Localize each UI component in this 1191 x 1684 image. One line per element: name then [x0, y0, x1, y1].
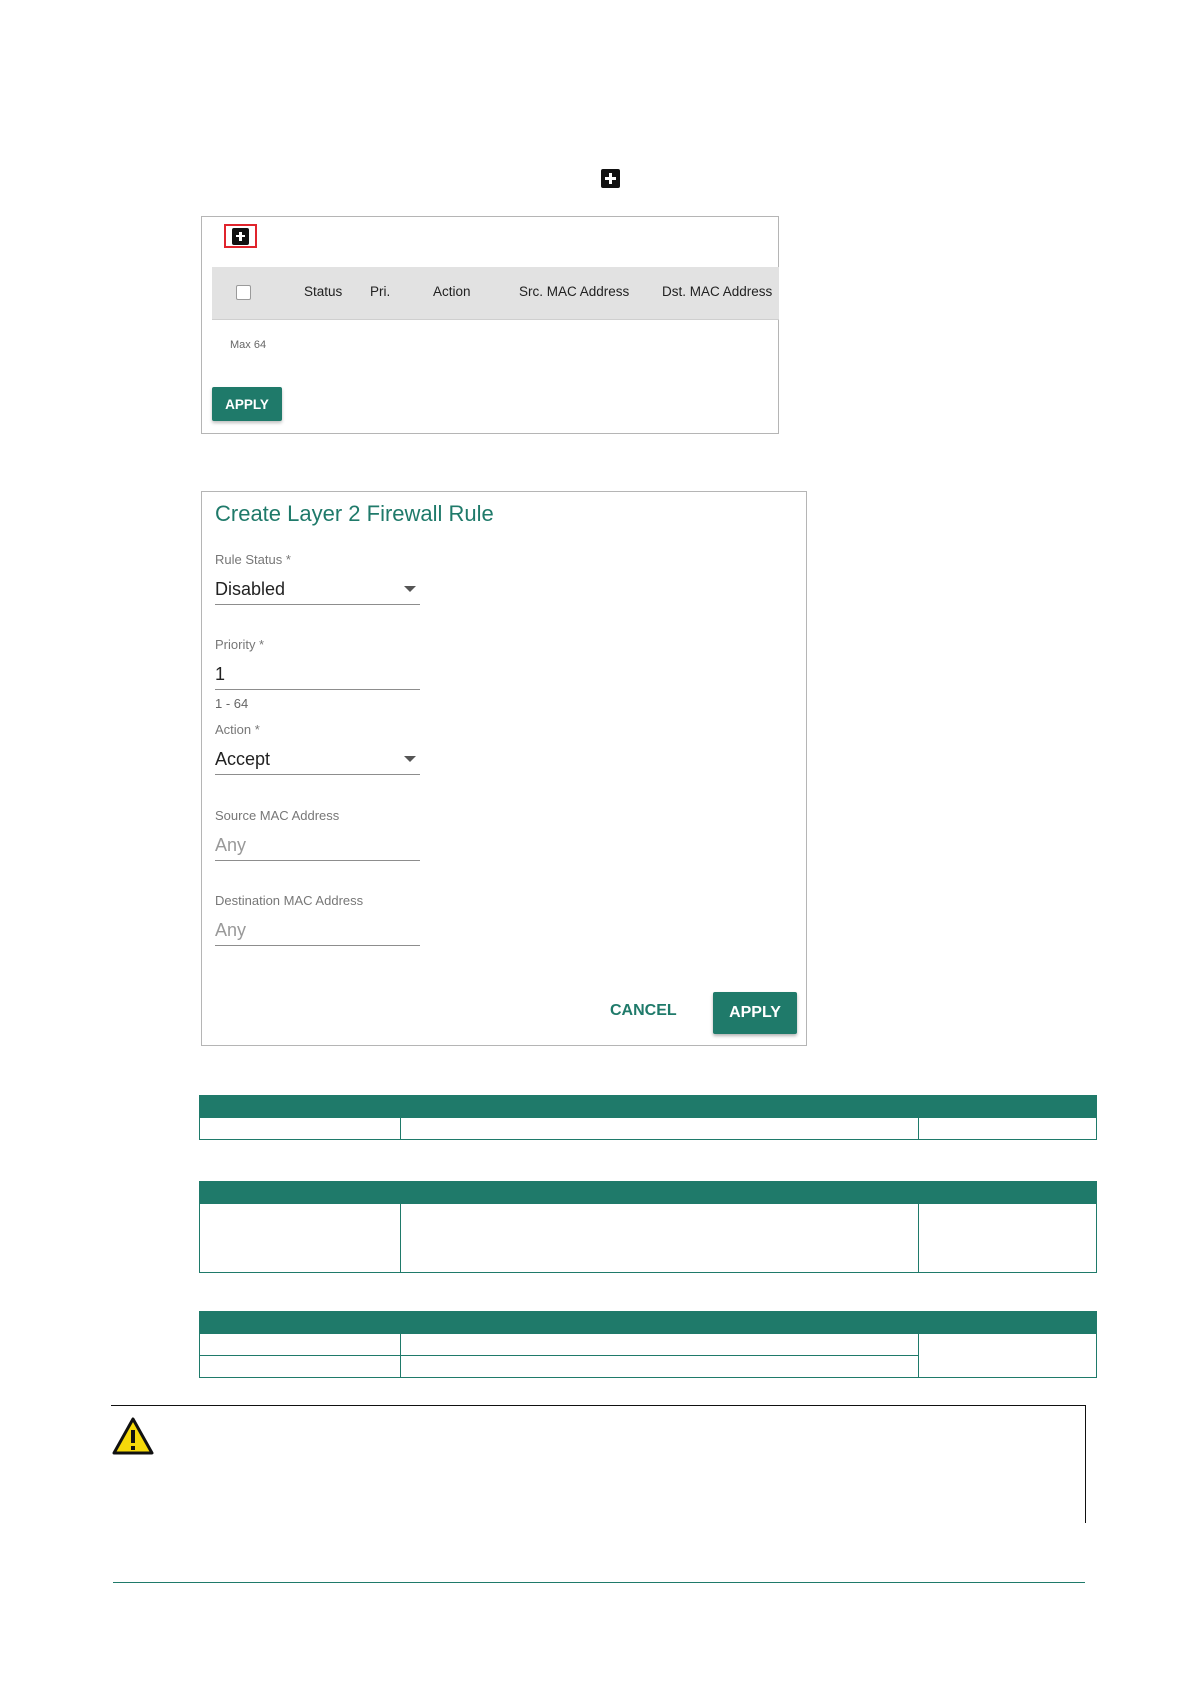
- destination-mac-input[interactable]: [215, 893, 420, 946]
- priority-label: Priority *: [215, 637, 265, 652]
- table-row: [200, 1118, 1097, 1140]
- warning-box: [111, 1405, 1086, 1523]
- cancel-button[interactable]: CANCEL: [610, 1002, 677, 1019]
- column-action[interactable]: Action: [433, 284, 471, 299]
- priority-hint: 1 - 64: [215, 696, 249, 711]
- table-row: [200, 1334, 1097, 1356]
- add-plus-icon: [601, 169, 620, 188]
- plus-icon: [232, 228, 249, 245]
- rule-table-header: [212, 267, 779, 320]
- source-mac-input[interactable]: [215, 808, 420, 861]
- action-label: Action *: [215, 722, 260, 737]
- table-row: [200, 1204, 1097, 1273]
- parameter-table: [199, 1095, 1097, 1140]
- parameter-table: [199, 1311, 1097, 1378]
- column-src-mac[interactable]: Src. MAC Address: [519, 284, 630, 299]
- action-select[interactable]: [215, 722, 420, 775]
- source-mac-placeholder: Any: [215, 835, 247, 855]
- create-rule-dialog: [201, 491, 807, 1046]
- column-dst-mac[interactable]: Dst. MAC Address: [662, 284, 773, 299]
- rule-status-value: Disabled: [215, 579, 286, 599]
- table-header-row: [200, 1182, 1097, 1204]
- priority-input[interactable]: [215, 637, 420, 711]
- destination-mac-placeholder: Any: [215, 920, 247, 940]
- table-header-row: [200, 1312, 1097, 1334]
- caret-down-icon: [404, 586, 416, 592]
- apply-button[interactable]: APPLY: [212, 387, 282, 421]
- rule-status-label: Rule Status *: [215, 552, 291, 567]
- table-header-row: [200, 1096, 1097, 1118]
- max-rules-note: Max 64: [230, 339, 267, 351]
- dialog-title: Create Layer 2 Firewall Rule: [215, 501, 494, 526]
- column-priority[interactable]: Pri.: [370, 284, 391, 299]
- rule-status-select[interactable]: [215, 552, 420, 605]
- source-mac-label: Source MAC Address: [215, 808, 340, 823]
- column-status[interactable]: Status: [304, 284, 343, 299]
- rule-list-screenshot: [201, 216, 779, 434]
- parameter-table: [199, 1181, 1097, 1273]
- add-rule-button[interactable]: [224, 224, 257, 248]
- select-all-checkbox[interactable]: [236, 285, 251, 300]
- warning-icon: [111, 1416, 155, 1456]
- caret-down-icon: [404, 756, 416, 762]
- priority-value: 1: [215, 664, 226, 684]
- footer-divider: [113, 1582, 1085, 1583]
- action-value: Accept: [215, 749, 271, 769]
- destination-mac-label: Destination MAC Address: [215, 893, 364, 908]
- apply-button[interactable]: APPLY: [713, 992, 797, 1034]
